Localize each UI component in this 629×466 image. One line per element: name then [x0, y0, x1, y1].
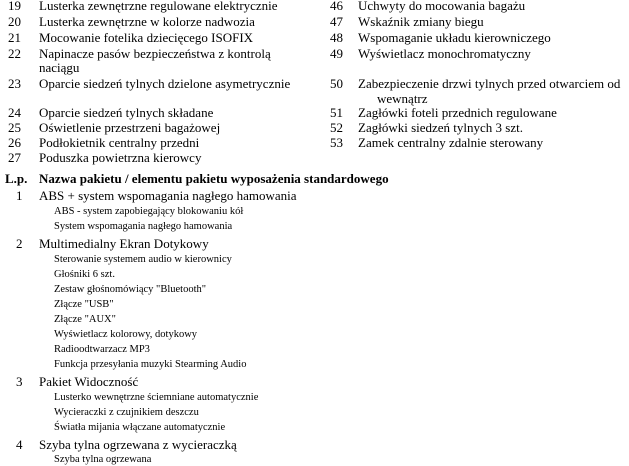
lp-header: L.p. — [5, 171, 28, 186]
package-item: Sterowanie systemem audio w kierownicy — [54, 254, 232, 265]
feature-label: Podłokietnik centralny przedni — [39, 135, 200, 150]
feature-number: 27 — [8, 150, 21, 165]
feature-label-continued: naciągu — [39, 60, 80, 75]
package-number: 2 — [16, 236, 23, 251]
feature-number: 53 — [330, 135, 343, 150]
package-item: Wycieraczki z czujnikiem deszczu — [54, 407, 199, 418]
package-item: Złącze "AUX" — [54, 314, 116, 325]
feature-label-continued: wewnątrz — [377, 91, 428, 106]
feature-label: Lusterka zewnętrzne w kolorze nadwozia — [39, 14, 255, 29]
package-name: Multimedialny Ekran Dotykowy — [39, 236, 209, 251]
feature-label: Oparcie siedzeń tylnych dzielone asymetrycznie — [39, 76, 291, 91]
package-item: System wspomagania nagłego hamowania — [54, 221, 233, 232]
package-item: Złącze "USB" — [54, 299, 114, 310]
feature-number: 21 — [8, 30, 21, 45]
package-item: Lusterko wewnętrzne ściemniane automatycznie — [54, 392, 259, 403]
feature-label: Oświetlenie przestrzeni bagażowej — [39, 120, 221, 135]
package-item: Głośniki 6 szt. — [54, 269, 115, 280]
feature-number: 48 — [330, 30, 343, 45]
feature-label: Lusterka zewnętrzne regulowane elektrycznie — [39, 0, 278, 13]
package-item: Radioodtwarzacz MP3 — [54, 344, 150, 355]
feature-label: Wyświetlacz monochromatyczny — [358, 46, 531, 61]
package-item: ABS - system zapobiegający blokowaniu kół — [54, 206, 244, 217]
feature-label: Zamek centralny zdalnie sterowany — [358, 135, 544, 150]
feature-number: 23 — [8, 76, 21, 91]
feature-label: Oparcie siedzeń tylnych składane — [39, 105, 214, 120]
package-name: ABS + system wspomagania nagłego hamowania — [39, 188, 297, 203]
packages-title: Nazwa pakietu / elementu pakietu wyposażenia standardowego — [39, 171, 389, 186]
feature-label: Zagłówki siedzeń tylnych 3 szt. — [358, 120, 523, 135]
feature-label: Zabezpieczenie drzwi tylnych przed otwarciem od — [358, 76, 621, 91]
package-number: 1 — [16, 188, 23, 203]
feature-label: Napinacze pasów bezpieczeństwa z kontrolą — [39, 46, 271, 61]
feature-label: Mocowanie fotelika dziecięcego ISOFIX — [39, 30, 254, 45]
package-item: Światła mijania włączane automatycznie — [54, 422, 226, 433]
feature-label: Poduszka powietrzna kierowcy — [39, 150, 202, 165]
feature-label: Wskaźnik zmiany biegu — [358, 14, 484, 29]
feature-number: 19 — [8, 0, 21, 13]
feature-label: Wspomaganie układu kierowniczego — [358, 30, 551, 45]
feature-number: 49 — [330, 46, 343, 61]
package-number: 3 — [16, 374, 23, 389]
feature-number: 24 — [8, 105, 21, 120]
feature-number: 20 — [8, 14, 21, 29]
feature-number: 50 — [330, 76, 343, 91]
feature-number: 47 — [330, 14, 343, 29]
feature-number: 26 — [8, 135, 21, 150]
feature-number: 51 — [330, 105, 343, 120]
package-name: Szyba tylna ogrzewana z wycieraczką — [39, 437, 237, 452]
feature-number: 52 — [330, 120, 343, 135]
feature-label: Uchwyty do mocowania bagażu — [358, 0, 526, 13]
feature-label: Zagłówki foteli przednich regulowane — [358, 105, 557, 120]
package-item: Wyświetlacz kolorowy, dotykowy — [54, 329, 198, 340]
feature-number: 25 — [8, 120, 21, 135]
package-item: Szyba tylna ogrzewana — [54, 454, 152, 465]
feature-number: 46 — [330, 0, 343, 13]
package-item: Zestaw głośnomówiący "Bluetooth" — [54, 284, 207, 295]
package-number: 4 — [16, 437, 23, 452]
feature-number: 22 — [8, 46, 21, 61]
package-name: Pakiet Widoczność — [39, 374, 139, 389]
package-item: Funkcja przesyłania muzyki Stearming Audio — [54, 359, 247, 370]
